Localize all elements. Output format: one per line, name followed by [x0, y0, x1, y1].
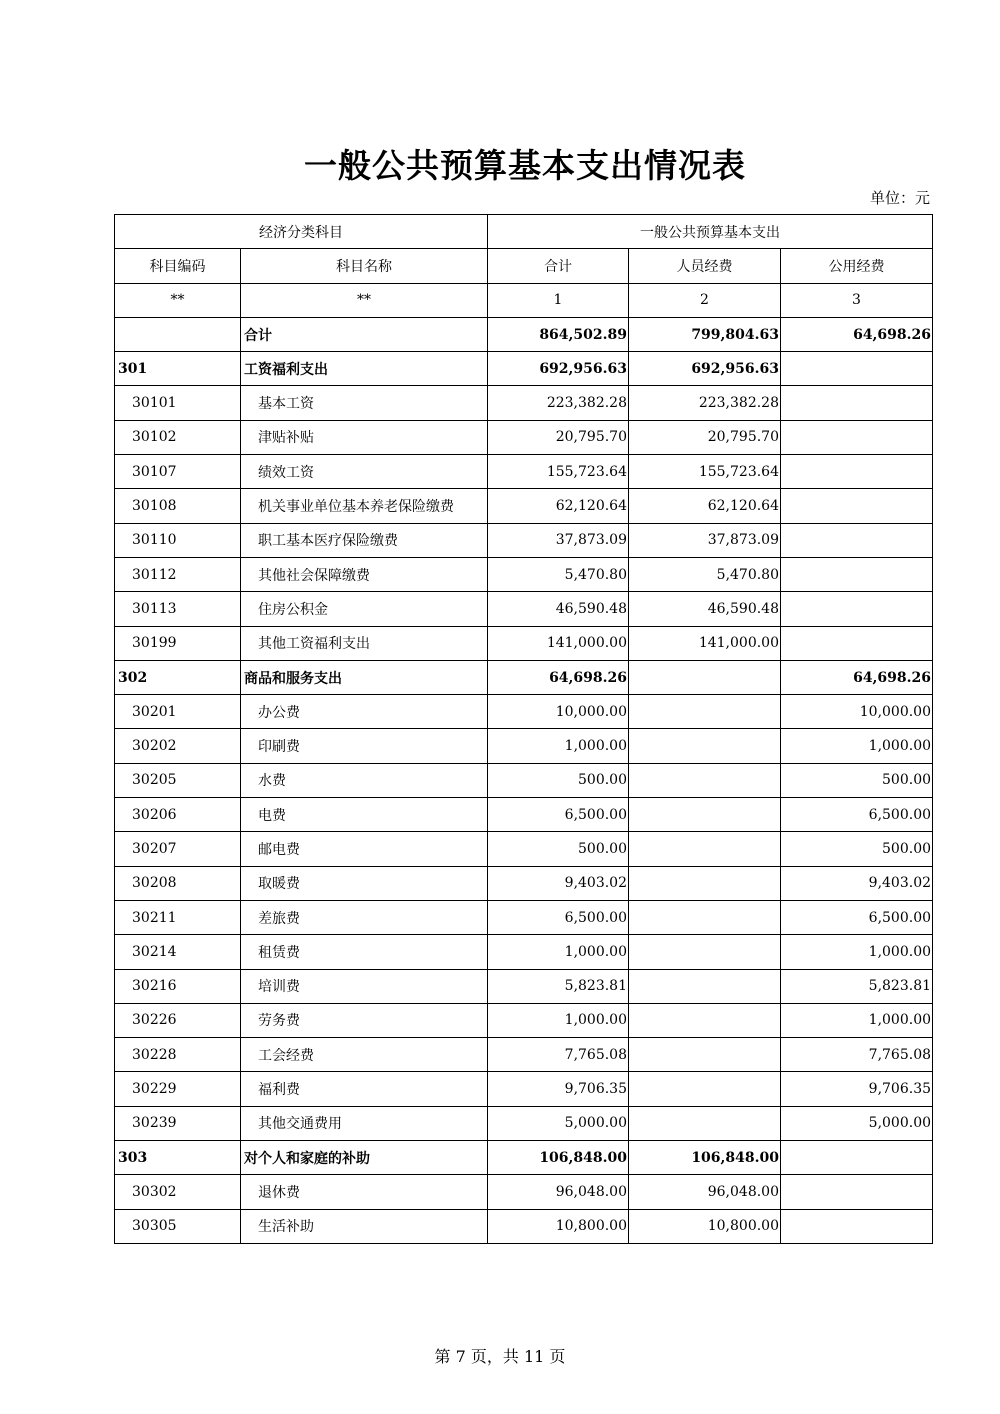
cell-personnel	[629, 866, 781, 900]
cell-code: 302	[115, 660, 241, 694]
table-row	[115, 1106, 933, 1140]
cell-name: 办公费	[241, 695, 488, 729]
cell-public	[781, 1141, 933, 1175]
cell-personnel	[629, 763, 781, 797]
cell-public: 10,000.00	[781, 695, 933, 729]
cell-public	[781, 455, 933, 489]
cell-total: 5,470.80	[488, 557, 629, 591]
cell-personnel: 106,848.00	[629, 1141, 781, 1175]
cell-personnel	[629, 832, 781, 866]
cell-total: 10,800.00	[488, 1209, 629, 1243]
table-row	[115, 935, 933, 969]
cell-total: 864,502.89	[488, 317, 629, 351]
cell-personnel: 692,956.63	[629, 352, 781, 386]
cell-total: 5,823.81	[488, 969, 629, 1003]
table-row	[115, 900, 933, 934]
cell-code: 30228	[115, 1038, 241, 1072]
table-row	[115, 1175, 933, 1209]
cell-code: 30199	[115, 626, 241, 660]
cell-public: 64,698.26	[781, 660, 933, 694]
cell-personnel: 223,382.28	[629, 386, 781, 420]
header-group-row	[115, 215, 933, 249]
cell-personnel: 5,470.80	[629, 557, 781, 591]
cell-personnel: 20,795.70	[629, 420, 781, 454]
cell-public	[781, 626, 933, 660]
table-row	[115, 763, 933, 797]
cell-personnel	[629, 1003, 781, 1037]
cell-personnel: 799,804.63	[629, 317, 781, 351]
cell-public: 500.00	[781, 763, 933, 797]
cell-personnel	[629, 935, 781, 969]
cell-name: 其他交通费用	[241, 1106, 488, 1140]
cell-name: 邮电费	[241, 832, 488, 866]
table-row	[115, 832, 933, 866]
cell-personnel: 37,873.09	[629, 523, 781, 557]
cell-public: 5,000.00	[781, 1106, 933, 1140]
table-row	[115, 660, 933, 694]
unit-label: 单位：元	[869, 189, 930, 207]
header-idx-total: 1	[488, 283, 629, 317]
page-title: 一般公共预算基本支出情况表	[304, 146, 746, 185]
cell-name: 取暖费	[241, 866, 488, 900]
cell-personnel	[629, 660, 781, 694]
cell-total: 6,500.00	[488, 900, 629, 934]
table-row	[115, 420, 933, 454]
cell-name: 对个人和家庭的补助	[241, 1141, 488, 1175]
cell-name: 住房公积金	[241, 592, 488, 626]
cell-name: 职工基本医疗保险缴费	[241, 523, 488, 557]
cell-total: 37,873.09	[488, 523, 629, 557]
table-row	[115, 729, 933, 763]
table-row	[115, 489, 933, 523]
table-row	[115, 1038, 933, 1072]
cell-name: 机关事业单位基本养老保险缴费	[241, 489, 488, 523]
cell-code: 30302	[115, 1175, 241, 1209]
cell-name: 差旅费	[241, 900, 488, 934]
cell-personnel	[629, 1038, 781, 1072]
cell-code: 30226	[115, 1003, 241, 1037]
cell-name: 津贴补贴	[241, 420, 488, 454]
cell-name: 合计	[241, 317, 488, 351]
budget-table	[114, 214, 933, 1244]
cell-public: 6,500.00	[781, 798, 933, 832]
cell-public	[781, 386, 933, 420]
cell-total: 20,795.70	[488, 420, 629, 454]
table-row	[115, 455, 933, 489]
cell-code: 30110	[115, 523, 241, 557]
cell-name: 租赁费	[241, 935, 488, 969]
cell-public	[781, 557, 933, 591]
cell-public: 64,698.26	[781, 317, 933, 351]
table-row	[115, 798, 933, 832]
cell-total: 5,000.00	[488, 1106, 629, 1140]
cell-total: 10,000.00	[488, 695, 629, 729]
cell-public: 1,000.00	[781, 1003, 933, 1037]
cell-public: 500.00	[781, 832, 933, 866]
cell-total: 9,706.35	[488, 1072, 629, 1106]
cell-code: 30229	[115, 1072, 241, 1106]
table-row	[115, 695, 933, 729]
cell-total: 62,120.64	[488, 489, 629, 523]
cell-code: 30305	[115, 1209, 241, 1243]
cell-code: 30211	[115, 900, 241, 934]
cell-name: 电费	[241, 798, 488, 832]
cell-total: 223,382.28	[488, 386, 629, 420]
table-row	[115, 1209, 933, 1243]
cell-personnel: 155,723.64	[629, 455, 781, 489]
cell-name: 其他社会保障缴费	[241, 557, 488, 591]
cell-total: 500.00	[488, 763, 629, 797]
cell-personnel: 46,590.48	[629, 592, 781, 626]
cell-code: 30207	[115, 832, 241, 866]
cell-personnel	[629, 729, 781, 763]
table-row	[115, 1072, 933, 1106]
cell-name: 基本工资	[241, 386, 488, 420]
cell-personnel	[629, 1106, 781, 1140]
cell-public	[781, 1175, 933, 1209]
cell-total: 141,000.00	[488, 626, 629, 660]
cell-name: 水费	[241, 763, 488, 797]
page-footer: 第 7 页，共 11 页	[434, 1347, 566, 1366]
table-row	[115, 352, 933, 386]
cell-code: 30239	[115, 1106, 241, 1140]
cell-name: 工资福利支出	[241, 352, 488, 386]
cell-name: 培训费	[241, 969, 488, 1003]
cell-name: 商品和服务支出	[241, 660, 488, 694]
cell-name: 劳务费	[241, 1003, 488, 1037]
header-index-row	[115, 283, 933, 317]
cell-total: 96,048.00	[488, 1175, 629, 1209]
cell-total: 1,000.00	[488, 1003, 629, 1037]
table-row	[115, 317, 933, 351]
cell-public	[781, 352, 933, 386]
table-row	[115, 1003, 933, 1037]
cell-name: 退休费	[241, 1175, 488, 1209]
table-row	[115, 969, 933, 1003]
cell-name: 印刷费	[241, 729, 488, 763]
cell-code: 30208	[115, 866, 241, 900]
header-col-code: 科目编码	[115, 249, 241, 283]
header-col-name: 科目名称	[241, 249, 488, 283]
cell-code: 30101	[115, 386, 241, 420]
header-col-total: 合计	[488, 249, 629, 283]
cell-total: 1,000.00	[488, 935, 629, 969]
cell-total: 155,723.64	[488, 455, 629, 489]
table-body	[115, 215, 933, 1244]
cell-code: 30113	[115, 592, 241, 626]
header-idx-code: **	[115, 283, 241, 317]
header-group-right: 一般公共预算基本支出	[488, 215, 933, 249]
cell-personnel: 10,800.00	[629, 1209, 781, 1243]
cell-code: 303	[115, 1141, 241, 1175]
cell-personnel	[629, 969, 781, 1003]
cell-public: 6,500.00	[781, 900, 933, 934]
header-group-left: 经济分类科目	[115, 215, 488, 249]
cell-code: 30201	[115, 695, 241, 729]
cell-public	[781, 420, 933, 454]
cell-total: 6,500.00	[488, 798, 629, 832]
table-row	[115, 386, 933, 420]
cell-code: 30216	[115, 969, 241, 1003]
cell-code: 301	[115, 352, 241, 386]
header-col-public: 公用经费	[781, 249, 933, 283]
cell-code: 30107	[115, 455, 241, 489]
cell-personnel	[629, 900, 781, 934]
cell-public	[781, 523, 933, 557]
cell-public: 9,403.02	[781, 866, 933, 900]
cell-code: 30205	[115, 763, 241, 797]
cell-personnel: 96,048.00	[629, 1175, 781, 1209]
cell-total: 106,848.00	[488, 1141, 629, 1175]
header-col-personnel: 人员经费	[629, 249, 781, 283]
table-row	[115, 626, 933, 660]
table-row	[115, 592, 933, 626]
cell-public: 1,000.00	[781, 935, 933, 969]
cell-code: 30102	[115, 420, 241, 454]
header-idx-public: 3	[781, 283, 933, 317]
table-row	[115, 557, 933, 591]
cell-total: 64,698.26	[488, 660, 629, 694]
cell-total: 9,403.02	[488, 866, 629, 900]
cell-code	[115, 317, 241, 351]
cell-public: 5,823.81	[781, 969, 933, 1003]
cell-personnel	[629, 695, 781, 729]
cell-total: 1,000.00	[488, 729, 629, 763]
cell-code: 30108	[115, 489, 241, 523]
cell-total: 46,590.48	[488, 592, 629, 626]
cell-total: 7,765.08	[488, 1038, 629, 1072]
cell-name: 其他工资福利支出	[241, 626, 488, 660]
cell-code: 30202	[115, 729, 241, 763]
cell-code: 30112	[115, 557, 241, 591]
cell-public: 9,706.35	[781, 1072, 933, 1106]
cell-code: 30214	[115, 935, 241, 969]
cell-name: 福利费	[241, 1072, 488, 1106]
header-idx-name: **	[241, 283, 488, 317]
cell-personnel: 141,000.00	[629, 626, 781, 660]
table-row	[115, 523, 933, 557]
table-row	[115, 1141, 933, 1175]
cell-public	[781, 1209, 933, 1243]
cell-public: 7,765.08	[781, 1038, 933, 1072]
header-column-row	[115, 249, 933, 283]
cell-total: 692,956.63	[488, 352, 629, 386]
cell-public	[781, 489, 933, 523]
cell-total: 500.00	[488, 832, 629, 866]
cell-name: 工会经费	[241, 1038, 488, 1072]
cell-personnel	[629, 1072, 781, 1106]
cell-personnel: 62,120.64	[629, 489, 781, 523]
cell-name: 绩效工资	[241, 455, 488, 489]
header-idx-personnel: 2	[629, 283, 781, 317]
cell-public	[781, 592, 933, 626]
table-row	[115, 866, 933, 900]
cell-public: 1,000.00	[781, 729, 933, 763]
cell-personnel	[629, 798, 781, 832]
cell-code: 30206	[115, 798, 241, 832]
cell-name: 生活补助	[241, 1209, 488, 1243]
